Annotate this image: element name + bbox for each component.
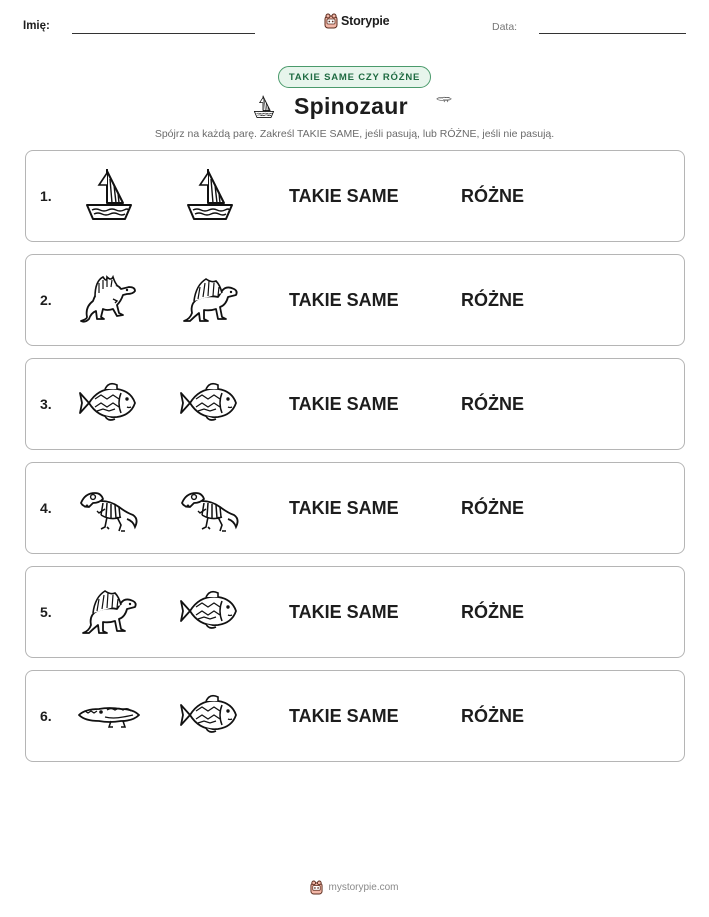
row-number: 5. (40, 604, 52, 620)
fish-icon (178, 579, 242, 643)
comparison-row-6 (25, 670, 685, 762)
row-number: 1. (40, 188, 52, 204)
storypie-mascot-icon (324, 13, 338, 29)
comparison-row-1 (25, 150, 685, 242)
row-number: 3. (40, 396, 52, 412)
crocodile-icon (426, 98, 462, 120)
row-number: 4. (40, 500, 52, 516)
option-takie-same[interactable]: TAKIE SAME (289, 706, 399, 726)
worksheet-type-badge: TAKIE SAME CZY RÓŻNE (278, 66, 431, 88)
sailboat-icon (77, 163, 141, 227)
option-takie-same[interactable]: TAKIE SAME (289, 602, 399, 622)
option-takie-same[interactable]: TAKIE SAME (289, 290, 399, 310)
sailboat-icon (178, 163, 242, 227)
spinosaurus-icon (77, 267, 141, 331)
footer-url[interactable]: mystorypie.com (328, 882, 399, 893)
option-rozne[interactable]: RÓŻNE (461, 706, 524, 726)
option-rozne[interactable]: RÓŻNE (461, 602, 524, 622)
option-takie-same[interactable]: TAKIE SAME (289, 186, 399, 206)
comparison-row-3 (25, 358, 685, 450)
dino-skeleton-icon (178, 475, 242, 539)
date-line (539, 33, 686, 34)
comparison-row-2 (25, 254, 685, 346)
spinosaurus-alt-icon (178, 267, 242, 331)
option-rozne[interactable]: RÓŻNE (461, 186, 524, 206)
fish-icon (178, 371, 242, 435)
option-rozne[interactable]: RÓŻNE (461, 290, 524, 310)
footer (0, 880, 709, 895)
brand-name: Storypie (341, 14, 390, 28)
storypie-mascot-icon (310, 880, 323, 895)
name-line (72, 33, 255, 34)
option-rozne[interactable]: RÓŻNE (461, 498, 524, 518)
storypie-logo (324, 13, 389, 29)
title-row (0, 92, 709, 124)
option-takie-same[interactable]: TAKIE SAME (289, 498, 399, 518)
fish-icon (77, 371, 141, 435)
spinosaurus-alt-icon (77, 579, 141, 643)
row-number: 6. (40, 708, 52, 724)
page-title: Spinozaur (294, 93, 408, 119)
name-label: Imię: (23, 20, 50, 32)
sailboat-icon (250, 92, 278, 122)
comparison-row-4 (25, 462, 685, 554)
dino-skeleton-icon (77, 475, 141, 539)
option-takie-same[interactable]: TAKIE SAME (289, 394, 399, 414)
row-number: 2. (40, 292, 52, 308)
instructions-text: Spójrz na każdą parę. Zakreśl TAKIE SAME, jeśli pasują, lub RÓŻNE, jeśli nie pasują. (154, 128, 555, 140)
crocodile-icon (77, 683, 141, 747)
date-label: Data: (492, 21, 518, 33)
option-rozne[interactable]: RÓŻNE (461, 394, 524, 414)
fish-icon (178, 683, 242, 747)
comparison-row-5 (25, 566, 685, 658)
